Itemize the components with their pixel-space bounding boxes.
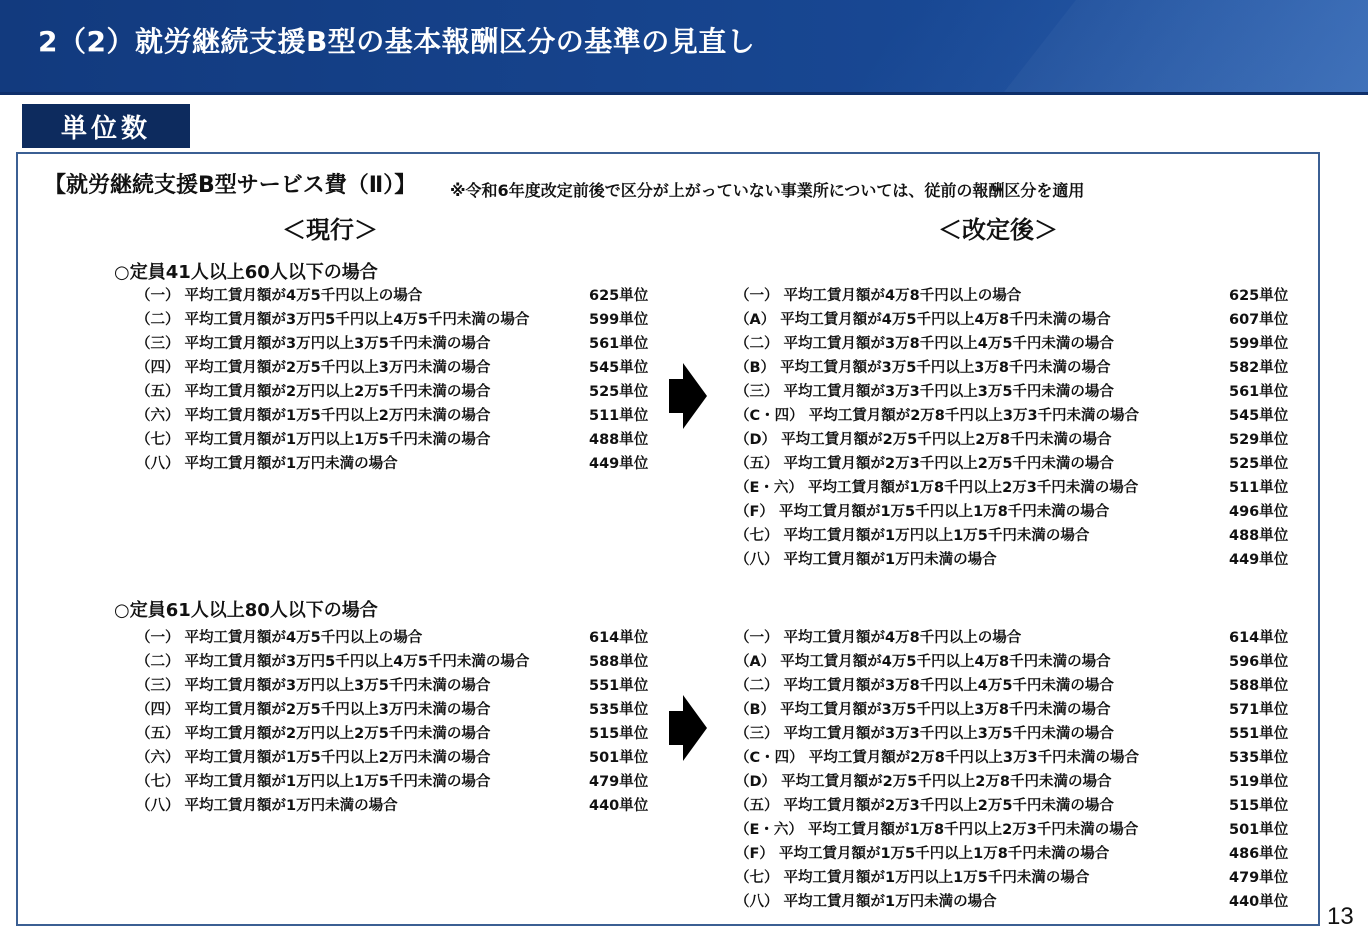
list-item bbox=[735, 450, 1295, 474]
item-label: （三） 平均工賃月額が3万3千円以上3万5千円未満の場合 bbox=[735, 384, 1114, 400]
item-label: （七） 平均工賃月額が1万円以上1万5千円未満の場合 bbox=[735, 870, 1090, 886]
item-label: （六） 平均工賃月額が1万5千円以上2万円未満の場合 bbox=[136, 750, 491, 766]
note-text: ※令和6年度改定前後で区分が上がっていない事業所については、従前の報酬区分を適用 bbox=[450, 181, 1085, 200]
item-label: （七） 平均工賃月額が1万円以上1万5千円未満の場合 bbox=[136, 432, 491, 448]
item-label: （二） 平均工賃月額が3万8千円以上4万5千円未満の場合 bbox=[735, 678, 1114, 694]
list-item bbox=[735, 354, 1295, 378]
item-label: （D） 平均工賃月額が2万5千円以上2万8千円未満の場合 bbox=[735, 432, 1112, 448]
right-arrow-icon bbox=[669, 363, 707, 429]
item-label: （A） 平均工賃月額が4万5千円以上4万8千円未満の場合 bbox=[735, 312, 1111, 328]
list-item bbox=[136, 768, 656, 792]
item-units: 588単位 bbox=[589, 654, 649, 670]
list-item bbox=[735, 402, 1295, 426]
list-item bbox=[735, 744, 1295, 768]
item-label: （F） 平均工賃月額が1万5千円以上1万8千円未満の場合 bbox=[735, 504, 1110, 520]
list-item bbox=[136, 282, 656, 306]
item-label: （C・四） 平均工賃月額が2万8千円以上3万3千円未満の場合 bbox=[735, 408, 1140, 424]
item-label: （一） 平均工賃月額が4万5千円以上の場合 bbox=[136, 630, 423, 646]
item-units: 479単位 bbox=[1229, 870, 1289, 886]
item-units: 571単位 bbox=[1229, 702, 1289, 718]
list-item bbox=[136, 696, 656, 720]
item-label: （B） 平均工賃月額が3万5千円以上3万8千円未満の場合 bbox=[735, 702, 1111, 718]
item-label: （四） 平均工賃月額が2万5千円以上3万円未満の場合 bbox=[136, 360, 491, 376]
current-list bbox=[136, 624, 656, 816]
item-label: （B） 平均工賃月額が3万5千円以上3万8千円未満の場合 bbox=[735, 360, 1111, 376]
item-label: （四） 平均工賃月額が2万5千円以上3万円未満の場合 bbox=[136, 702, 491, 718]
list-item bbox=[735, 282, 1295, 306]
item-label: （八） 平均工賃月額が1万円未満の場合 bbox=[136, 456, 398, 472]
item-label: （五） 平均工賃月額が2万3千円以上2万5千円未満の場合 bbox=[735, 456, 1114, 472]
list-item bbox=[136, 426, 656, 450]
item-label: （三） 平均工賃月額が3万円以上3万5千円未満の場合 bbox=[136, 336, 491, 352]
item-units: 535単位 bbox=[1229, 750, 1289, 766]
item-units: 625単位 bbox=[589, 288, 649, 304]
list-item bbox=[735, 378, 1295, 402]
item-label: （二） 平均工賃月額が3万8千円以上4万5千円未満の場合 bbox=[735, 336, 1114, 352]
page-title: 2（2）就労継続支援B型の基本報酬区分の基準の見直し bbox=[38, 25, 756, 58]
item-units: 529単位 bbox=[1229, 432, 1289, 448]
item-units: 449単位 bbox=[1229, 552, 1289, 568]
header-divider bbox=[0, 92, 1368, 95]
item-label: （E・六） 平均工賃月額が1万8千円以上2万3千円未満の場合 bbox=[735, 480, 1139, 496]
list-item bbox=[735, 546, 1295, 570]
list-item bbox=[735, 720, 1295, 744]
list-item bbox=[735, 696, 1295, 720]
list-item bbox=[136, 744, 656, 768]
list-item bbox=[735, 672, 1295, 696]
list-item bbox=[136, 450, 656, 474]
item-units: 525単位 bbox=[1229, 456, 1289, 472]
item-label: （三） 平均工賃月額が3万円以上3万5千円未満の場合 bbox=[136, 678, 491, 694]
item-label: （一） 平均工賃月額が4万8千円以上の場合 bbox=[735, 630, 1022, 646]
item-units: 496単位 bbox=[1229, 504, 1289, 520]
item-label: （F） 平均工賃月額が1万5千円以上1万8千円未満の場合 bbox=[735, 846, 1110, 862]
item-units: 511単位 bbox=[1229, 480, 1289, 496]
item-units: 561単位 bbox=[589, 336, 649, 352]
item-units: 588単位 bbox=[1229, 678, 1289, 694]
item-label: （A） 平均工賃月額が4万5千円以上4万8千円未満の場合 bbox=[735, 654, 1111, 670]
list-item bbox=[136, 354, 656, 378]
list-item bbox=[735, 888, 1295, 912]
item-units: 440単位 bbox=[589, 798, 649, 814]
item-units: 525単位 bbox=[589, 384, 649, 400]
item-units: 486単位 bbox=[1229, 846, 1289, 862]
item-units: 515単位 bbox=[589, 726, 649, 742]
item-label: （C・四） 平均工賃月額が2万8千円以上3万3千円未満の場合 bbox=[735, 750, 1140, 766]
list-item bbox=[735, 648, 1295, 672]
current-list bbox=[136, 282, 656, 474]
item-units: 449単位 bbox=[589, 456, 649, 472]
list-item bbox=[136, 624, 656, 648]
item-units: 511単位 bbox=[589, 408, 649, 424]
item-units: 607単位 bbox=[1229, 312, 1289, 328]
item-units: 488単位 bbox=[1229, 528, 1289, 544]
header-banner bbox=[0, 0, 1368, 92]
item-label: （三） 平均工賃月額が3万3千円以上3万5千円未満の場合 bbox=[735, 726, 1114, 742]
item-label: （七） 平均工賃月額が1万円以上1万5千円未満の場合 bbox=[136, 774, 491, 790]
list-item bbox=[735, 498, 1295, 522]
item-units: 515単位 bbox=[1229, 798, 1289, 814]
item-units: 535単位 bbox=[589, 702, 649, 718]
list-item bbox=[735, 792, 1295, 816]
item-label: （二） 平均工賃月額が3万円5千円以上4万5千円未満の場合 bbox=[136, 654, 530, 670]
item-units: 545単位 bbox=[589, 360, 649, 376]
item-label: （五） 平均工賃月額が2万円以上2万5千円未満の場合 bbox=[136, 384, 491, 400]
item-units: 545単位 bbox=[1229, 408, 1289, 424]
item-units: 488単位 bbox=[589, 432, 649, 448]
right-arrow-icon bbox=[669, 695, 707, 761]
item-label: （八） 平均工賃月額が1万円未満の場合 bbox=[735, 552, 997, 568]
list-item bbox=[136, 648, 656, 672]
current-column-label: ＜現行＞ bbox=[282, 216, 378, 244]
item-units: 501単位 bbox=[1229, 822, 1289, 838]
list-item bbox=[735, 330, 1295, 354]
item-units: 614単位 bbox=[1229, 630, 1289, 646]
item-label: （六） 平均工賃月額が1万5千円以上2万円未満の場合 bbox=[136, 408, 491, 424]
item-label: （八） 平均工賃月額が1万円未満の場合 bbox=[136, 798, 398, 814]
item-units: 599単位 bbox=[589, 312, 649, 328]
item-units: 440単位 bbox=[1229, 894, 1289, 910]
revised-list bbox=[735, 624, 1295, 912]
list-item bbox=[136, 792, 656, 816]
item-label: （二） 平均工賃月額が3万円5千円以上4万5千円未満の場合 bbox=[136, 312, 530, 328]
list-item bbox=[136, 378, 656, 402]
item-units: 596単位 bbox=[1229, 654, 1289, 670]
list-item bbox=[136, 672, 656, 696]
item-units: 625単位 bbox=[1229, 288, 1289, 304]
list-item bbox=[735, 306, 1295, 330]
service-title: 【就労継続支援B型サービス費（Ⅱ）】 bbox=[44, 173, 417, 198]
revised-list bbox=[735, 282, 1295, 570]
item-units: 519単位 bbox=[1229, 774, 1289, 790]
item-label: （八） 平均工賃月額が1万円未満の場合 bbox=[735, 894, 997, 910]
list-item bbox=[136, 330, 656, 354]
item-label: （D） 平均工賃月額が2万5千円以上2万8千円未満の場合 bbox=[735, 774, 1112, 790]
item-units: 561単位 bbox=[1229, 384, 1289, 400]
list-item bbox=[735, 768, 1295, 792]
item-label: （五） 平均工賃月額が2万3千円以上2万5千円未満の場合 bbox=[735, 798, 1114, 814]
list-item bbox=[735, 816, 1295, 840]
item-label: （五） 平均工賃月額が2万円以上2万5千円未満の場合 bbox=[136, 726, 491, 742]
item-units: 479単位 bbox=[589, 774, 649, 790]
item-label: （七） 平均工賃月額が1万円以上1万5千円未満の場合 bbox=[735, 528, 1090, 544]
revised-column-label: ＜改定後＞ bbox=[938, 216, 1058, 244]
item-units: 614単位 bbox=[589, 630, 649, 646]
list-item bbox=[735, 624, 1295, 648]
item-label: （E・六） 平均工賃月額が1万8千円以上2万3千円未満の場合 bbox=[735, 822, 1139, 838]
section-heading: ○定員41人以上60人以下の場合 bbox=[114, 262, 378, 283]
list-item bbox=[735, 474, 1295, 498]
item-units: 582単位 bbox=[1229, 360, 1289, 376]
item-units: 501単位 bbox=[589, 750, 649, 766]
item-units: 551単位 bbox=[589, 678, 649, 694]
item-units: 551単位 bbox=[1229, 726, 1289, 742]
list-item bbox=[136, 402, 656, 426]
list-item bbox=[136, 720, 656, 744]
item-label: （一） 平均工賃月額が4万8千円以上の場合 bbox=[735, 288, 1022, 304]
item-units: 599単位 bbox=[1229, 336, 1289, 352]
list-item bbox=[136, 306, 656, 330]
section-heading: ○定員61人以上80人以下の場合 bbox=[114, 600, 378, 621]
list-item bbox=[735, 840, 1295, 864]
list-item bbox=[735, 426, 1295, 450]
item-label: （一） 平均工賃月額が4万5千円以上の場合 bbox=[136, 288, 423, 304]
units-tag: 単位数 bbox=[22, 104, 190, 148]
list-item bbox=[735, 522, 1295, 546]
list-item bbox=[735, 864, 1295, 888]
page-number: 13 bbox=[1327, 903, 1354, 930]
